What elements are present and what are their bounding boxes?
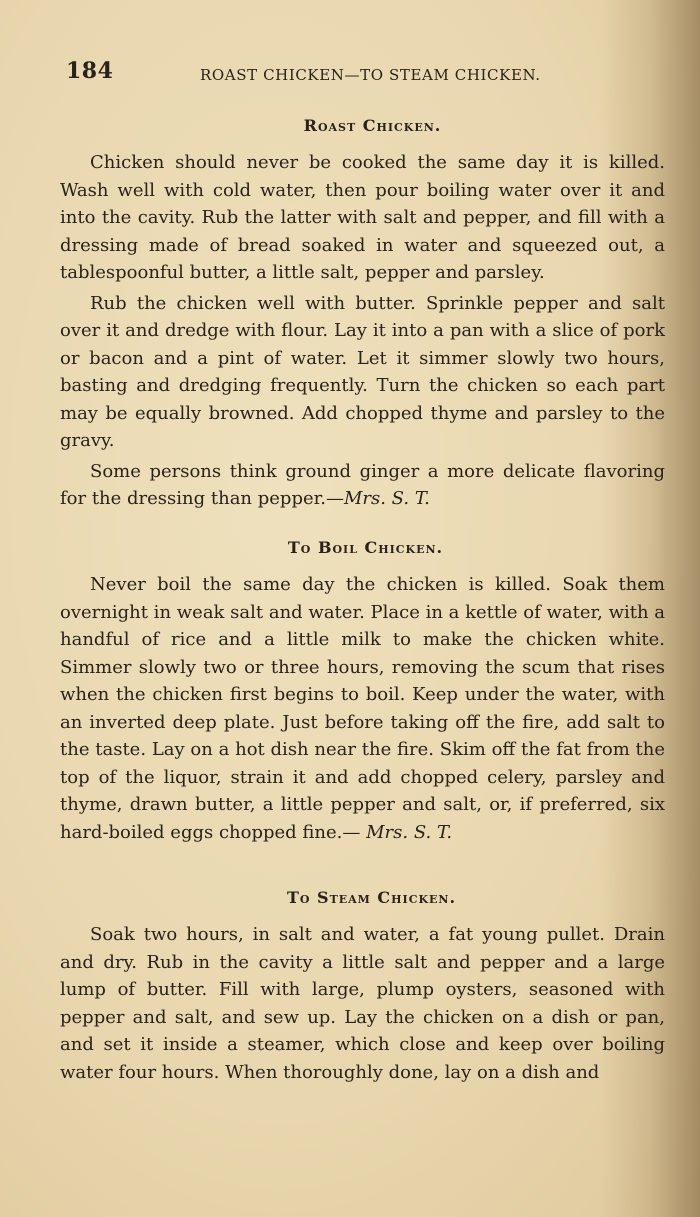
paragraph: Soak two hours, in salt and water, a fat young pullet. Drain and dry. Rub in the cavity a little salt and pepper and a large lump of butter. Fill with large, plump oysters, seasoned with pepper and salt, and sew up. Lay the chicken on a dish or pan, and set it inside a steamer, which close and keep over boiling water four hours. When thoroughly done, lay on a dish and <box>60 924 665 1083</box>
signature: Mrs. S. T. <box>343 488 430 509</box>
section-title: Roast Chicken. <box>303 116 442 135</box>
paragraph-text: Some persons think ground ginger a more delicate flavoring for the dressing than pepper.— <box>60 460 665 509</box>
paragraph <box>60 458 665 513</box>
page-header <box>66 58 586 88</box>
section-title: To Steam Chicken. <box>286 888 457 907</box>
signature: Mrs. S. T. <box>366 821 453 843</box>
running-head: ROAST CHICKEN—TO STEAM CHICKEN. <box>200 66 541 84</box>
paragraph: Rub the chicken well with butter. Sprinkle pepper and salt over it and dredge with flour. Lay it into a pan with a slice of pork or bacon and a pint of water. Let it simmer slowly two hours, basting and dredging frequently. Turn the chicken so each part may be equally browned. Add chopped thyme and parsley to the gravy. <box>60 292 665 451</box>
section-to-boil-chicken <box>60 538 665 846</box>
section-title: To Boil Chicken. <box>287 538 444 557</box>
section-to-steam-chicken <box>60 888 665 1086</box>
paragraph <box>60 571 665 846</box>
section-roast-chicken <box>60 116 665 513</box>
paragraph-text: Never boil the same day the chicken is killed. Soak them overnight in weak salt and water. Place in a kettle of water, with a handful of rice and a little milk to make the chicken white. Simmer slowly two or three hours, removing the scum that rises when the chicken first begins to boil. Keep under the water, with an inverted deep plate. Just before taking off the fire, add salt to the taste. Lay on a hot dish near the fire. Skim off the fat from the top of the liquor, strain it and add chopped celery, parsley and thyme, drawn butter, a little pepper and salt, or, if preferred, six hard-boiled eggs chopped fine.— <box>60 574 666 843</box>
page-number: 184 <box>66 58 114 84</box>
paragraph: Chicken should never be cooked the same day it is killed. Wash well with cold water, then pour boiling water over it and into the cavity. Rub the latter with salt and pepper, and fill with a dressing made of bread soaked in water and squeezed out, a tablespoonful butter, a little salt, pepper and parsley. <box>60 152 665 283</box>
